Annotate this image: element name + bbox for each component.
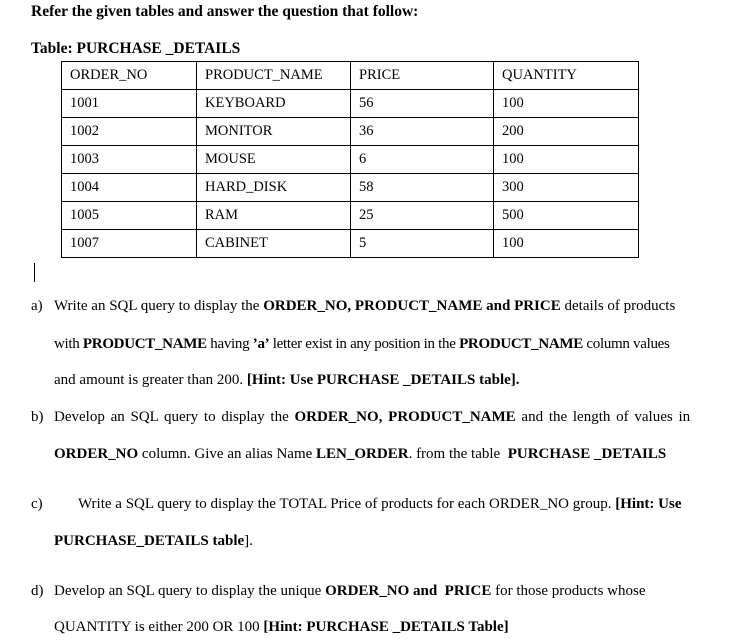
question-b-line-1 — [54, 409, 690, 426]
cell-price: 36 — [351, 118, 494, 146]
text: Write an SQL query to display the — [54, 298, 264, 314]
table-header-row — [62, 62, 639, 90]
text: Develop an SQL query to display the — [54, 409, 295, 425]
table-caption: Table: PURCHASE _DETAILS — [31, 40, 241, 57]
bold-text: [Hint: PURCHASE _DETAILS Table] — [263, 619, 509, 635]
cell-product-name: MONITOR — [197, 118, 351, 146]
bold-text: ORDER_NO, PRODUCT_NAME — [294, 409, 516, 425]
question-c-line-1 — [78, 496, 682, 513]
question-d-line-2 — [54, 619, 509, 636]
bold-text: ORDER_NO, PRODUCT_NAME and PRICE — [263, 298, 561, 314]
question-c-label: c) — [31, 496, 43, 512]
purchase-details-table — [61, 61, 639, 258]
text: QUANTITY is either 200 OR 100 — [54, 619, 264, 635]
table-row — [62, 230, 639, 258]
bold-text: ORDER_NO and PRICE — [325, 583, 492, 599]
text: column. Give an alias Name — [138, 446, 317, 462]
question-b-label: b) — [31, 409, 44, 425]
bold-text: [Hint: Use — [615, 496, 682, 512]
bold-text: PURCHASE _DETAILS — [507, 446, 667, 462]
bold-text: ’a’ — [252, 336, 270, 352]
cell-product-name: KEYBOARD — [197, 90, 351, 118]
cell-quantity: 200 — [494, 118, 639, 146]
header-price: PRICE — [351, 62, 494, 90]
text: . from the table — [408, 446, 508, 462]
question-a-line-2 — [54, 336, 670, 353]
bold-text: LEN_ORDER — [316, 446, 409, 462]
bold-text: PRODUCT_NAME — [82, 336, 207, 352]
bold-text: PURCHASE_DETAILS table — [54, 533, 245, 549]
question-d-label: d) — [31, 583, 44, 599]
cell-product-name: HARD_DISK — [197, 174, 351, 202]
cell-price: 6 — [351, 146, 494, 174]
cell-quantity: 300 — [494, 174, 639, 202]
instructions-heading: Refer the given tables and answer the question that follow: — [31, 3, 419, 20]
cell-product-name: CABINET — [197, 230, 351, 258]
header-order-no: ORDER_NO — [62, 62, 197, 90]
cell-order-no: 1005 — [62, 202, 197, 230]
question-a-line-1 — [54, 298, 675, 315]
cell-price: 25 — [351, 202, 494, 230]
cell-price: 5 — [351, 230, 494, 258]
question-b-line-2 — [54, 446, 666, 463]
table-row — [62, 174, 639, 202]
text: and the length of values in — [515, 409, 691, 425]
text: column values — [582, 336, 670, 352]
cell-order-no: 1001 — [62, 90, 197, 118]
cell-product-name: MOUSE — [197, 146, 351, 174]
cell-product-name: RAM — [197, 202, 351, 230]
table-row — [62, 118, 639, 146]
bold-text: [Hint: Use PURCHASE _DETAILS table]. — [246, 372, 520, 388]
text: with — [54, 336, 83, 352]
cell-quantity: 100 — [494, 90, 639, 118]
text: having — [206, 336, 253, 352]
cell-order-no: 1002 — [62, 118, 197, 146]
header-quantity: QUANTITY — [494, 62, 639, 90]
header-product-name: PRODUCT_NAME — [197, 62, 351, 90]
cell-order-no: 1004 — [62, 174, 197, 202]
cell-price: 56 — [351, 90, 494, 118]
question-a-line-3 — [54, 372, 520, 389]
bold-text: PRODUCT_NAME — [459, 336, 583, 352]
cell-order-no: 1007 — [62, 230, 197, 258]
table-row — [62, 202, 639, 230]
cell-price: 58 — [351, 174, 494, 202]
cell-order-no: 1003 — [62, 146, 197, 174]
text: letter exist in any position in the — [269, 336, 460, 352]
cell-quantity: 100 — [494, 230, 639, 258]
cell-quantity: 100 — [494, 146, 639, 174]
text: Write a SQL query to display the TOTAL Price of products for each ORDER_NO group. — [78, 496, 616, 512]
bold-text: ORDER_NO — [54, 446, 139, 462]
text: Develop an SQL query to display the unique — [54, 583, 326, 599]
table-row — [62, 146, 639, 174]
question-a-label: a) — [31, 298, 43, 314]
text: details of products — [560, 298, 676, 314]
table-row — [62, 90, 639, 118]
question-c-line-2 — [54, 533, 253, 550]
text: ]. — [244, 533, 253, 549]
question-d-line-1 — [54, 583, 645, 600]
cell-quantity: 500 — [494, 202, 639, 230]
text-cursor — [34, 263, 35, 282]
text: for those products whose — [491, 583, 646, 599]
text: and amount is greater than 200. — [54, 372, 247, 388]
